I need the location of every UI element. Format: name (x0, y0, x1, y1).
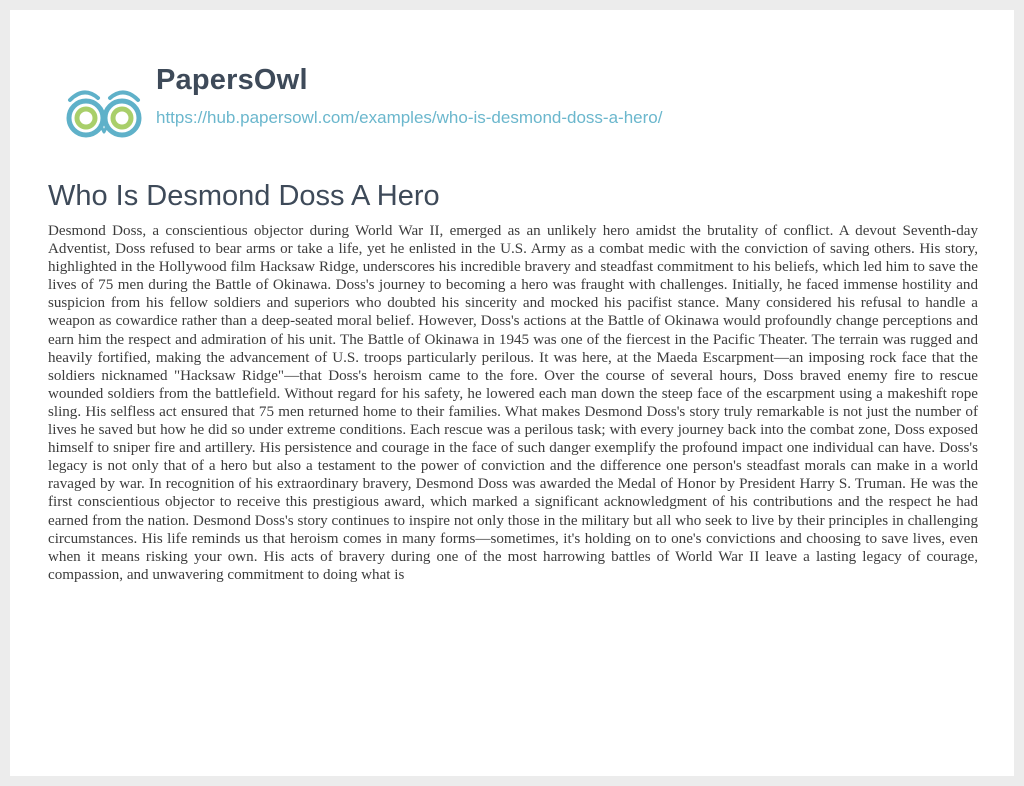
brand-name: PapersOwl (156, 64, 308, 96)
essay-body: Desmond Doss, a conscientious objector during World War II, emerged as an unlikely hero amidst the brutality of conflict. A devout Seventh-day Adventist, Doss refused to bear arms or take a life, yet he enlisted in the U.S. Army as a combat medic with the conviction of saving others. His story, highlighted in the Hollywood film Hacksaw Ridge, underscores his incredible bravery and steadfast commitment to his beliefs, which led him to save the lives of 75 men during the Battle of Okinawa. Doss's journey to becoming a hero was fraught with challenges. Initially, he faced immense hostility and suspicion from his fellow soldiers and superiors who doubted his sincerity and mocked his pacifist stance. Many considered his refusal to handle a weapon as cowardice rather than a deep-seated moral belief. However, Doss's actions at the Battle of Okinawa would profoundly change perceptions and earn him the respect and admiration of his unit. The Battle of Okinawa in 1945 was one of the fiercest in the Pacific Theater. The terrain was rugged and heavily fortified, making the advancement of U.S. troops particularly perilous. It was here, at the Maeda Escarpment—an imposing rock face that the soldiers nicknamed "Hacksaw Ridge"—that Doss's heroism came to the fore. Over the course of several hours, Doss braved enemy fire to rescue wounded soldiers from the battlefield. Without regard for his safety, he lowered each man down the steep face of the escarpment using a makeshift rope sling. His selfless act ensured that 75 men returned home to their families. What makes Desmond Doss's story truly remarkable is not just the number of lives he saved but how he did so under extreme conditions. Each rescue was a perilous task; with every journey back into the combat zone, Doss exposed himself to sniper fire and artillery. His persistence and courage in the face of such danger exemplify the profound impact one individual can have. Doss's legacy is not only that of a hero but also a testament to the power of conviction and the difference one person's steadfast morals can make in a world ravaged by war. In recognition of his extraordinary bravery, Desmond Doss was awarded the Medal of Honor by President Harry S. Truman. He was the first conscientious objector to receive this prestigious award, which marked a significant acknowledgment of his contributions and the respect he had earned from the nation. Desmond Doss's story continues to inspire not only those in the military but all who seek to live by their principles in challenging circumstances. His life reminds us that heroism comes in many forms—sometimes, it's holding on to one's convictions and choosing to save lives, even when it means risking your own. His acts of bravery during one of the most harrowing battles of World War II leave a lasting legacy of courage, compassion, and unwavering commitment to doing what is (48, 223, 978, 583)
source-url-link[interactable]: https://hub.papersowl.com/examples/who-is-desmond-doss-a-hero/ (156, 108, 663, 127)
owl-eyes-logo-icon (64, 76, 144, 156)
essay-title: Who Is Desmond Doss A Hero (48, 180, 440, 212)
header (64, 66, 964, 146)
page (10, 10, 1014, 776)
